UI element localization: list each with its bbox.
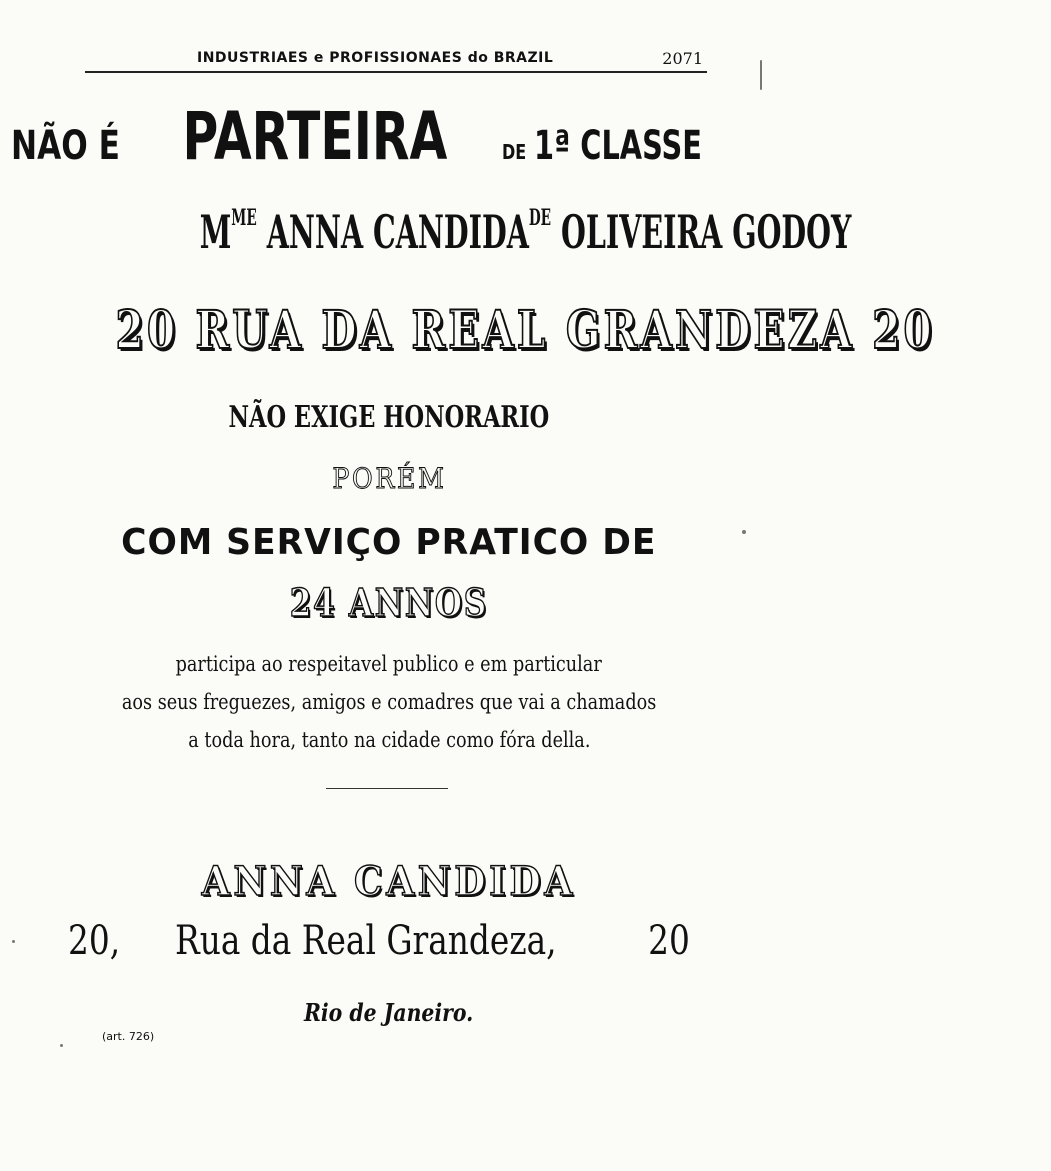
paragraph-line-2: aos seus freguezes, amigos e comadres que vai a chamados (121, 690, 657, 714)
address-number-right: 20 (648, 918, 690, 964)
address-line (0, 918, 778, 978)
address-number-left: 20, (68, 918, 121, 964)
practice-text: COM SERVIÇO PRATICO DE (121, 522, 657, 563)
name-prefix: M (199, 205, 232, 259)
practice-line (0, 522, 778, 563)
name-last: OLIVEIRA GODOY (561, 205, 852, 259)
running-header (85, 46, 707, 76)
paragraph-line-1: participa ao respeitavel publico e em particular (175, 652, 603, 676)
headline-de: DE (501, 140, 526, 164)
signature-line (0, 858, 778, 905)
name-de: DE (528, 205, 552, 231)
header-rule (85, 71, 707, 73)
print-speck (742, 530, 746, 534)
city-line (0, 998, 778, 1027)
print-speck (760, 60, 762, 90)
years-text: 24 ANNOS (289, 580, 489, 625)
headline-nao-e: NÃO É (10, 123, 120, 169)
headline-parteira: PARTEIRA (182, 98, 448, 175)
years-line (0, 580, 778, 625)
signature-text: ANNA CANDIDA (201, 858, 577, 905)
midwife-name (0, 205, 852, 259)
however-text: PORÉM (331, 462, 447, 495)
running-header-title: INDUSTRIAES e PROFISSIONAES do BRAZIL (197, 50, 554, 66)
page-number: 2071 (662, 49, 703, 68)
address-street: Rua da Real Grandeza, (175, 918, 557, 964)
print-speck (12, 940, 15, 943)
headline-not-first-class-midwife (0, 98, 778, 188)
headline-classe: 1ª CLASSE (534, 123, 702, 169)
however-line (0, 462, 778, 495)
article-reference: (art. 726) (102, 1030, 155, 1043)
city-text: Rio de Janeiro. (304, 998, 474, 1027)
no-fee-text: NÃO EXIGE HONORARIO (228, 400, 550, 435)
name-first: ANNA CANDIDA (266, 205, 529, 259)
no-fee-line (0, 400, 778, 435)
divider-rule (326, 788, 448, 789)
print-speck (60, 1044, 63, 1047)
name-prefix-sup: ME (231, 205, 257, 231)
address-banner (0, 300, 935, 361)
address-banner-text: 20 RUA DA REAL GRANDEZA 20 (115, 300, 935, 361)
paragraph-line-3: a toda hora, tanto na cidade como fóra della. (187, 728, 591, 752)
